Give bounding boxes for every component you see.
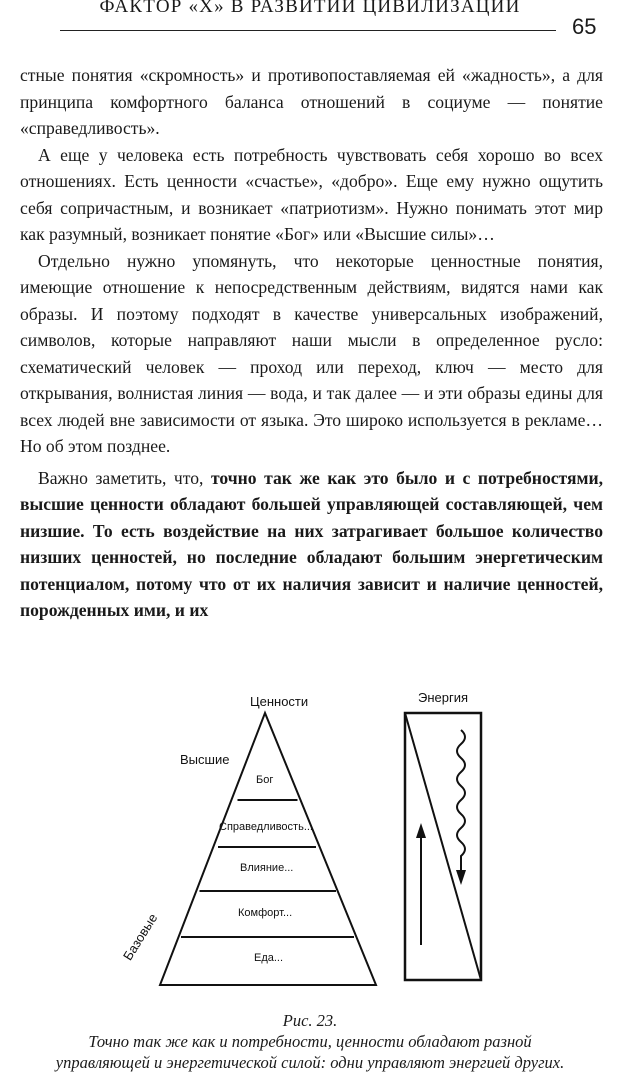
paragraph-4-plain: Важно заметить, что, xyxy=(38,467,211,488)
page-number: 65 xyxy=(572,14,597,39)
wavy-arrow-line xyxy=(457,730,465,872)
caption-line-1: Точно так же как и потребности, ценности обладают разной xyxy=(88,1032,532,1051)
level-4-label: Комфорт... xyxy=(238,907,293,919)
header-rule xyxy=(60,30,556,31)
pyramid-title: Ценности xyxy=(250,694,309,709)
wavy-arrow-head xyxy=(456,870,466,885)
level-3-label: Влияние... xyxy=(240,862,294,874)
paragraph-3: Отдельно нужно упомянуть, что некоторые ценностные понятия, имеющие отношение к непосредственным действиям, видятся нами как образы. И поэтому подходят в качестве универсальных изображений, символов, которые направляют наши мысли в определенное русло: схематический человек — проход или переход, ключ — место для открывания, волнистая линия — вода, и так далее — и эти образы едины для всех людей вне зависимости от языка. Это широко используется в рекламе… Но об этом позднее. xyxy=(20,250,603,456)
level-1-label: Бог xyxy=(256,774,274,786)
page-header xyxy=(0,0,620,42)
figure-values-pyramid xyxy=(0,680,620,1010)
up-arrow-head xyxy=(416,823,426,838)
level-5-label: Еда... xyxy=(254,952,284,964)
body-text xyxy=(20,62,603,624)
caption-number: Рис. 23. xyxy=(282,1011,338,1030)
energy-title: Энергия xyxy=(418,690,469,705)
paragraph-2: А еще у человека есть потребность чувствовать себя хорошо во всех отношениях. Есть ценности «счастье», «добро». Еще ему нужно ощутить себя сопричастным, и возникает «патриотизм». Нужно понимать этот мир как разумный, возникает понятие «Бог» или «Высшие силы»… xyxy=(20,144,603,244)
label-higher: Высшие xyxy=(180,752,230,767)
figure-caption xyxy=(0,1010,620,1073)
label-base: Базовые xyxy=(120,910,161,963)
figure-diagram xyxy=(0,680,620,1010)
paragraph-4-bold: точно так же как это было и с потребностями, высшие ценности обладают большей управляющей составляющей, чем низшие. То есть воздействие на них затрагивает большое количество низших ценностей, но последние обладают большим энергетическим потенциалом, потому что от их наличия зависит и наличие ценностей, порожденных ими, и их xyxy=(20,467,603,620)
level-2-label: Справедливость... xyxy=(219,821,313,833)
energy-diagonal xyxy=(405,713,481,980)
caption-line-2: управляющей и энергетической силой: одни управляют энергией других. xyxy=(55,1053,565,1072)
paragraph-4 xyxy=(20,465,603,624)
running-title: ФАКТОР «Х» В РАЗВИТИИ ЦИВИЛИЗАЦИИ xyxy=(99,0,521,17)
paragraph-1: стные понятия «скромность» и противопоставляемая ей «жадность», а для принципа комфортного баланса отношений в социуме — понятие «справедливость». xyxy=(20,65,603,138)
